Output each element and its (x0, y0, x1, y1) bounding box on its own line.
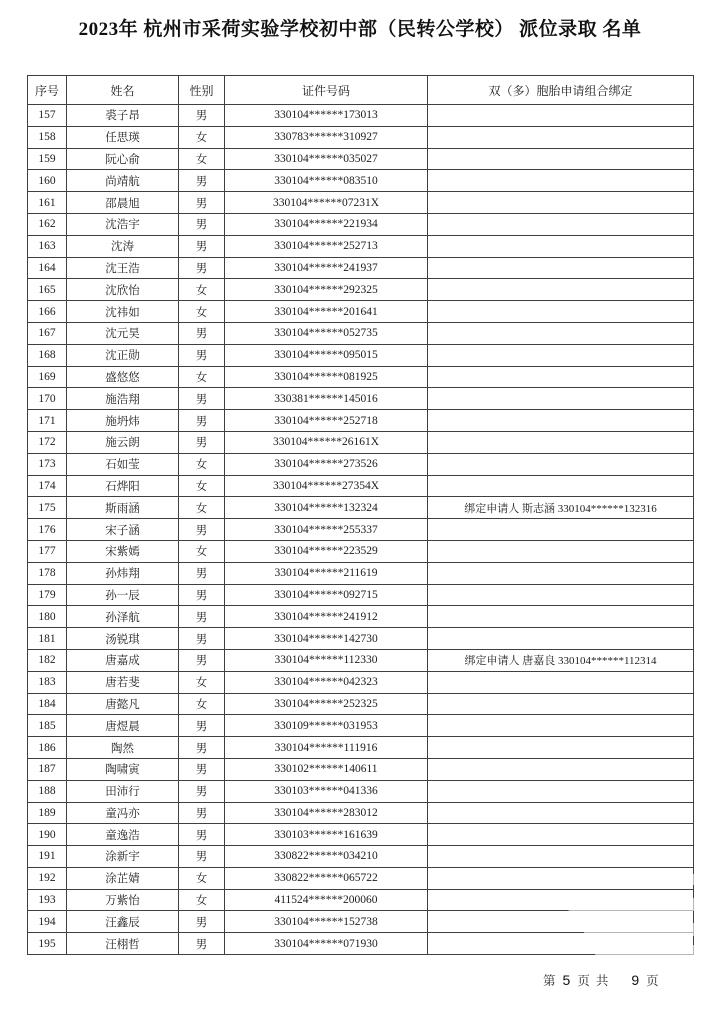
table-row (28, 213, 694, 235)
cell-twin-binding (428, 322, 694, 344)
footer-label-ye1: 页 (577, 974, 590, 988)
cell-serial-number: 169 (28, 366, 67, 388)
header-id-number: 证件号码 (225, 76, 428, 105)
cell-id-number: 330104******083510 (225, 170, 428, 192)
cell-serial-number: 157 (28, 105, 67, 127)
cell-gender: 男 (179, 824, 225, 846)
cell-twin-binding (428, 867, 694, 889)
cell-serial-number: 192 (28, 867, 67, 889)
cell-gender: 男 (179, 235, 225, 257)
cell-name: 宋紫嫣 (67, 540, 179, 562)
cell-name: 陶啸寅 (67, 758, 179, 780)
cell-gender: 男 (179, 780, 225, 802)
cell-twin-binding (428, 388, 694, 410)
cell-twin-binding: 绑定申请人 斯志涵 330104******132316 (428, 497, 694, 519)
cell-id-number: 330104******071930 (225, 933, 428, 955)
table-row (28, 322, 694, 344)
cell-serial-number: 190 (28, 824, 67, 846)
cell-id-number: 330104******26161X (225, 431, 428, 453)
cell-twin-binding (428, 126, 694, 148)
cell-gender: 女 (179, 453, 225, 475)
cell-name: 唐嘉成 (67, 649, 179, 671)
cell-gender: 男 (179, 322, 225, 344)
cell-gender: 男 (179, 846, 225, 868)
cell-twin-binding (428, 715, 694, 737)
cell-gender: 男 (179, 606, 225, 628)
cell-gender: 男 (179, 192, 225, 214)
table-row (28, 584, 694, 606)
cell-name: 施浩翔 (67, 388, 179, 410)
cell-name: 汤锐琪 (67, 628, 179, 650)
cell-gender: 男 (179, 758, 225, 780)
cell-serial-number: 178 (28, 562, 67, 584)
cell-name: 盛悠悠 (67, 366, 179, 388)
header-serial-number: 序号 (28, 76, 67, 105)
table-row (28, 802, 694, 824)
cell-gender: 男 (179, 911, 225, 933)
cell-gender: 男 (179, 519, 225, 541)
cell-twin-binding (428, 344, 694, 366)
cell-name: 童逸浩 (67, 824, 179, 846)
cell-twin-binding (428, 431, 694, 453)
cell-name: 涂芷婧 (67, 867, 179, 889)
cell-serial-number: 182 (28, 649, 67, 671)
table-row (28, 366, 694, 388)
cell-id-number: 330104******142730 (225, 628, 428, 650)
cell-id-number: 330104******095015 (225, 344, 428, 366)
table-row (28, 824, 694, 846)
cell-twin-binding (428, 475, 694, 497)
table-row (28, 453, 694, 475)
cell-id-number: 330104******255337 (225, 519, 428, 541)
cell-id-number: 330104******252718 (225, 410, 428, 432)
cell-id-number: 330103******041336 (225, 780, 428, 802)
cell-serial-number: 163 (28, 235, 67, 257)
cell-name: 尚靖航 (67, 170, 179, 192)
table-row (28, 933, 694, 955)
table-row (28, 497, 694, 519)
cell-gender: 女 (179, 497, 225, 519)
cell-name: 任思瑛 (67, 126, 179, 148)
cell-name: 田沛行 (67, 780, 179, 802)
footer-label-gong: 共 (595, 974, 609, 988)
cell-name: 唐若斐 (67, 671, 179, 693)
cell-gender: 男 (179, 105, 225, 127)
cell-gender: 女 (179, 301, 225, 323)
cell-gender: 女 (179, 540, 225, 562)
table-row (28, 562, 694, 584)
cell-twin-binding (428, 933, 694, 955)
cell-serial-number: 188 (28, 780, 67, 802)
cell-name: 邵晨旭 (67, 192, 179, 214)
cell-twin-binding: 绑定申请人 唐嘉良 330104******112314 (428, 649, 694, 671)
cell-id-number: 330104******052735 (225, 322, 428, 344)
cell-id-number: 330104******283012 (225, 802, 428, 824)
cell-twin-binding (428, 758, 694, 780)
table-row (28, 388, 694, 410)
table-row (28, 475, 694, 497)
table-row (28, 301, 694, 323)
table-row (28, 105, 694, 127)
cell-serial-number: 173 (28, 453, 67, 475)
cell-name: 裘子昂 (67, 105, 179, 127)
cell-name: 孙一辰 (67, 584, 179, 606)
cell-twin-binding (428, 824, 694, 846)
cell-id-number: 330103******161639 (225, 824, 428, 846)
table-row (28, 540, 694, 562)
cell-name: 汪栩哲 (67, 933, 179, 955)
footer-label-ye2: 页 (646, 974, 659, 988)
cell-serial-number: 165 (28, 279, 67, 301)
cell-twin-binding (428, 105, 694, 127)
cell-id-number: 330104******241912 (225, 606, 428, 628)
cell-serial-number: 184 (28, 693, 67, 715)
cell-twin-binding (428, 366, 694, 388)
cell-id-number: 330104******092715 (225, 584, 428, 606)
cell-gender: 男 (179, 562, 225, 584)
cell-name: 唐煜晨 (67, 715, 179, 737)
table-row (28, 279, 694, 301)
cell-gender: 女 (179, 126, 225, 148)
cell-name: 沈欣怡 (67, 279, 179, 301)
table-row (28, 257, 694, 279)
cell-name: 童冯亦 (67, 802, 179, 824)
cell-name: 施坍炜 (67, 410, 179, 432)
footer-page-number: 5 (562, 972, 571, 988)
cell-gender: 男 (179, 410, 225, 432)
table-row (28, 737, 694, 759)
table-row (28, 649, 694, 671)
table-row (28, 170, 694, 192)
table-row (28, 344, 694, 366)
cell-id-number: 330102******140611 (225, 758, 428, 780)
cell-name: 沈浩宇 (67, 213, 179, 235)
cell-gender: 男 (179, 388, 225, 410)
cell-serial-number: 164 (28, 257, 67, 279)
cell-gender: 女 (179, 148, 225, 170)
cell-gender: 男 (179, 344, 225, 366)
cell-gender: 男 (179, 257, 225, 279)
cell-id-number: 330783******310927 (225, 126, 428, 148)
cell-twin-binding (428, 737, 694, 759)
cell-serial-number: 181 (28, 628, 67, 650)
cell-id-number: 330104******152738 (225, 911, 428, 933)
cell-name: 孙泽航 (67, 606, 179, 628)
table-row (28, 758, 694, 780)
cell-name: 孙炜翔 (67, 562, 179, 584)
cell-twin-binding (428, 213, 694, 235)
cell-serial-number: 177 (28, 540, 67, 562)
cell-id-number: 330104******081925 (225, 366, 428, 388)
cell-serial-number: 172 (28, 431, 67, 453)
cell-serial-number: 174 (28, 475, 67, 497)
cell-name: 斯雨涵 (67, 497, 179, 519)
table-header (28, 76, 694, 105)
cell-id-number: 330104******211619 (225, 562, 428, 584)
table-row (28, 715, 694, 737)
cell-name: 宋子涵 (67, 519, 179, 541)
cell-twin-binding (428, 889, 694, 911)
cell-twin-binding (428, 606, 694, 628)
table-row (28, 606, 694, 628)
cell-gender: 男 (179, 649, 225, 671)
cell-twin-binding (428, 301, 694, 323)
cell-gender: 男 (179, 933, 225, 955)
cell-id-number: 330822******065722 (225, 867, 428, 889)
cell-serial-number: 171 (28, 410, 67, 432)
cell-name: 沈祎如 (67, 301, 179, 323)
cell-serial-number: 160 (28, 170, 67, 192)
table-row (28, 846, 694, 868)
cell-id-number: 330104******273526 (225, 453, 428, 475)
table-row (28, 519, 694, 541)
table-row (28, 410, 694, 432)
cell-serial-number: 166 (28, 301, 67, 323)
cell-name: 沈正勋 (67, 344, 179, 366)
cell-twin-binding (428, 279, 694, 301)
cell-twin-binding (428, 410, 694, 432)
cell-name: 万紫怡 (67, 889, 179, 911)
header-twin-binding: 双（多）胞胎申请组合绑定 (428, 76, 694, 105)
cell-gender: 男 (179, 213, 225, 235)
cell-twin-binding (428, 257, 694, 279)
cell-id-number: 330104******241937 (225, 257, 428, 279)
cell-gender: 男 (179, 628, 225, 650)
cell-twin-binding (428, 192, 694, 214)
cell-twin-binding (428, 671, 694, 693)
cell-gender: 女 (179, 475, 225, 497)
cell-id-number: 330104******07231X (225, 192, 428, 214)
table-row (28, 192, 694, 214)
cell-twin-binding (428, 562, 694, 584)
table-row (28, 148, 694, 170)
cell-id-number: 330104******252325 (225, 693, 428, 715)
header-gender: 性别 (179, 76, 225, 105)
table-row (28, 780, 694, 802)
cell-serial-number: 167 (28, 322, 67, 344)
cell-id-number: 330104******173013 (225, 105, 428, 127)
cell-id-number: 330104******223529 (225, 540, 428, 562)
cell-name: 阮心俞 (67, 148, 179, 170)
cell-gender: 女 (179, 671, 225, 693)
cell-twin-binding (428, 693, 694, 715)
cell-twin-binding (428, 453, 694, 475)
cell-id-number: 330104******132324 (225, 497, 428, 519)
page-footer (540, 971, 662, 989)
cell-name: 施云朗 (67, 431, 179, 453)
cell-id-number: 330104******292325 (225, 279, 428, 301)
table-row (28, 235, 694, 257)
table-row (28, 911, 694, 933)
cell-id-number: 330104******042323 (225, 671, 428, 693)
cell-name: 石烨阳 (67, 475, 179, 497)
cell-serial-number: 195 (28, 933, 67, 955)
admission-table (27, 75, 694, 955)
table-row (28, 628, 694, 650)
page-title: 2023年 杭州市采荷实验学校初中部（民转公学校） 派位录取 名单 (78, 19, 642, 40)
cell-name: 汪鑫辰 (67, 911, 179, 933)
cell-twin-binding (428, 584, 694, 606)
table-body (28, 105, 694, 955)
cell-twin-binding (428, 802, 694, 824)
cell-id-number: 330104******221934 (225, 213, 428, 235)
cell-twin-binding (428, 148, 694, 170)
cell-twin-binding (428, 628, 694, 650)
cell-serial-number: 183 (28, 671, 67, 693)
cell-id-number: 330104******201641 (225, 301, 428, 323)
cell-id-number: 330381******145016 (225, 388, 428, 410)
cell-twin-binding (428, 540, 694, 562)
cell-serial-number: 189 (28, 802, 67, 824)
cell-serial-number: 179 (28, 584, 67, 606)
cell-serial-number: 180 (28, 606, 67, 628)
cell-gender: 男 (179, 737, 225, 759)
cell-id-number: 411524******200060 (225, 889, 428, 911)
cell-serial-number: 175 (28, 497, 67, 519)
header-row (28, 76, 694, 105)
cell-serial-number: 158 (28, 126, 67, 148)
footer-total-pages: 9 (631, 972, 640, 988)
cell-gender: 女 (179, 889, 225, 911)
cell-twin-binding (428, 846, 694, 868)
cell-serial-number: 161 (28, 192, 67, 214)
table-row (28, 431, 694, 453)
cell-name: 沈涛 (67, 235, 179, 257)
table-row (28, 126, 694, 148)
header-name: 姓名 (67, 76, 179, 105)
cell-twin-binding (428, 911, 694, 933)
table-row (28, 889, 694, 911)
cell-serial-number: 176 (28, 519, 67, 541)
cell-name: 涂新宇 (67, 846, 179, 868)
cell-id-number: 330109******031953 (225, 715, 428, 737)
cell-serial-number: 187 (28, 758, 67, 780)
cell-serial-number: 186 (28, 737, 67, 759)
cell-id-number: 330104******035027 (225, 148, 428, 170)
cell-name: 石如莹 (67, 453, 179, 475)
cell-twin-binding (428, 170, 694, 192)
cell-id-number: 330104******252713 (225, 235, 428, 257)
cell-gender: 男 (179, 584, 225, 606)
cell-serial-number: 185 (28, 715, 67, 737)
cell-serial-number: 194 (28, 911, 67, 933)
cell-gender: 女 (179, 867, 225, 889)
cell-serial-number: 162 (28, 213, 67, 235)
cell-serial-number: 159 (28, 148, 67, 170)
cell-twin-binding (428, 235, 694, 257)
cell-name: 沈王浩 (67, 257, 179, 279)
cell-serial-number: 193 (28, 889, 67, 911)
cell-gender: 男 (179, 802, 225, 824)
cell-id-number: 330104******112330 (225, 649, 428, 671)
cell-serial-number: 170 (28, 388, 67, 410)
cell-twin-binding (428, 780, 694, 802)
cell-id-number: 330104******27354X (225, 475, 428, 497)
cell-serial-number: 168 (28, 344, 67, 366)
table-row (28, 867, 694, 889)
cell-name: 唐懿凡 (67, 693, 179, 715)
table-row (28, 671, 694, 693)
cell-gender: 女 (179, 366, 225, 388)
table-row (28, 693, 694, 715)
cell-gender: 男 (179, 170, 225, 192)
cell-gender: 男 (179, 431, 225, 453)
cell-twin-binding (428, 519, 694, 541)
cell-gender: 男 (179, 715, 225, 737)
cell-gender: 女 (179, 693, 225, 715)
cell-id-number: 330104******111916 (225, 737, 428, 759)
footer-label-di: 第 (543, 974, 556, 988)
cell-serial-number: 191 (28, 846, 67, 868)
cell-name: 陶然 (67, 737, 179, 759)
cell-name: 沈元昊 (67, 322, 179, 344)
cell-id-number: 330822******034210 (225, 846, 428, 868)
cell-gender: 女 (179, 279, 225, 301)
